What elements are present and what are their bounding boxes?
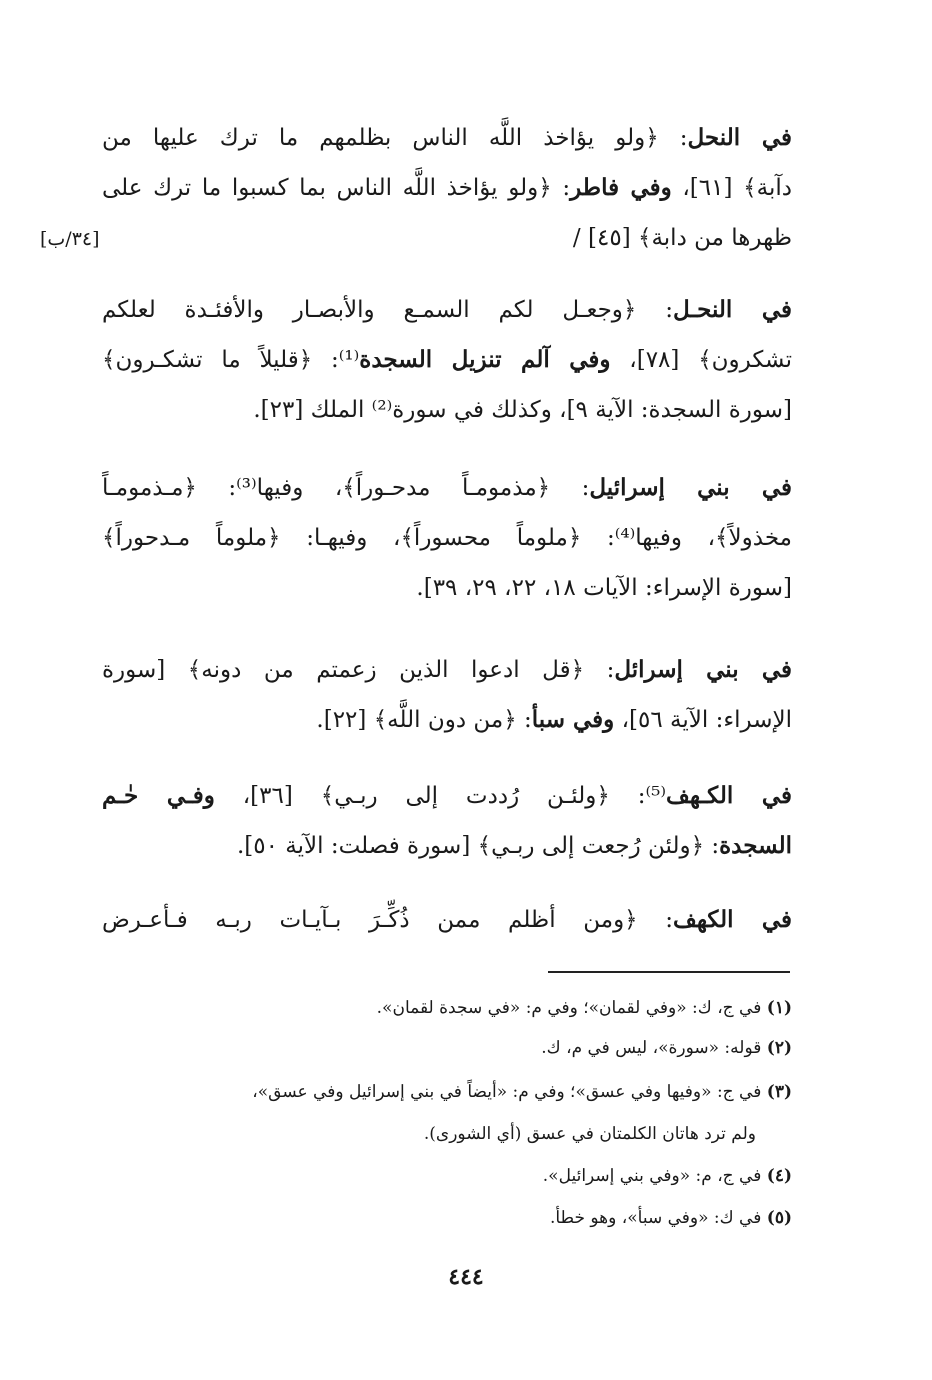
footnote-number: (٥) [766,1208,792,1228]
text-line: في بني إسرائل: ﴿قل ادعوا الذين زعمتم من دونه﴾ [سورة [102,656,792,683]
text-line: مخذولاً﴾، وفيها⁽⁴⁾: ﴿ملوماً محسوراً﴾، وفيهـا: ﴿ملوماً مـدحوراً﴾ [102,525,792,551]
footnote-number: (٣) [766,1082,792,1102]
footnote [543,1162,792,1190]
text-line: الإسراء: الآية ٥٦]، وفي سبأ: ﴿من دون اللَّه﴾ [٢٢]. [316,706,792,733]
section-label: وفـي حٰـم [102,782,215,809]
text-line: في النحـل: ﴿وجعـل لكم السمـع والأبصـار والأفئـدة لعلكم [102,296,792,323]
text-line: في الكهف: ﴿ومن أظلم ممن ذُكِّـرَ بـآيـات ربـه فـأعـرض [102,906,792,933]
text-line: دآبة﴾ [٦١]، وفي فاطر: ﴿ولو يؤاخذ اللَّه الناس بما كسبوا ما ترك على [102,174,792,201]
page-number: ٤٤٤ [448,1264,484,1290]
section-label: في الكهف [673,906,792,933]
footnote-number: (٢) [766,1038,792,1058]
footnote-number: (٤) [766,1166,792,1186]
text-line: ظهرها من دابة﴾ [٤٥] / [572,225,792,251]
footnote-text: في ك: «وفي سبأ»، وهو خطأ. [549,1208,762,1228]
section-label: وفي فاطر [570,174,672,201]
section-label: في النحل [687,124,793,151]
text-line: تشكرون﴾ [٧٨]، وفي آلم تنزيل السجدة⁽¹⁾: ﴿قليلاً ما تشكـرون﴾ [102,346,792,373]
text-line: [سورة الإسراء: الآيات ١٨، ٢٢، ٢٩، ٣٩]. [416,575,792,601]
section-label: في الكـهف [666,782,793,809]
footnote [377,994,792,1022]
section-label: في بني إسرائيل [589,474,792,501]
section-label: السجدة [719,832,792,859]
section-label: في بني إسرائل [614,656,792,683]
footnote-text: قوله: «سورة»، ليس في م، ك. [541,1038,762,1058]
text-line: في بني إسرائيل: ﴿مذمومـاً مدحـوراً﴾، وفيها⁽³⁾: ﴿مـذمومـاً [102,474,792,501]
footnote-continuation: ولم ترد هاتان الكلمتان في عسق (أي الشورى). [423,1124,756,1144]
footnote-text: في ج، ك: «وفي لقمان»؛ وفي م: «في سجدة لقمان». [376,998,762,1018]
footnote [541,1034,792,1062]
footnote-separator [548,971,790,973]
text-line: السجدة: ﴿ولئن رُجعت إلى ربـي﴾ [سورة فصلت: الآية ٥٠]. [236,832,792,859]
footnote-number: (١) [766,998,792,1018]
manuscript-folio-marker: [٣٤/ب] [40,228,100,250]
text-line: في الكـهف⁽⁵⁾: ﴿ولئـن رُددت إلى ربـي﴾ [٣٦]، وفـي حٰـم [102,782,793,809]
footnote-text: في ج، م: «وفي بني إسرائيل». [542,1166,762,1186]
section-label: وفي آلم تنزيل السجدة [359,346,611,373]
footnote-text: في ج: «وفيها وفي عسق»؛ وفي م: «أيضاً في بني إسرائيل وفي عسق»، [252,1082,762,1102]
footnote [550,1204,792,1232]
text-line: في النحل: ﴿ولو يؤاخذ اللَّه الناس بظلمهم ما ترك عليها من [102,124,793,151]
section-label: في النحـل [672,296,792,323]
section-label: وفي سبأ [531,706,615,733]
footnote [252,1078,792,1106]
text-line: [سورة السجدة: الآية ٩]، وكذلك في سورة⁽²⁾ الملك [٢٣]. [253,397,792,423]
